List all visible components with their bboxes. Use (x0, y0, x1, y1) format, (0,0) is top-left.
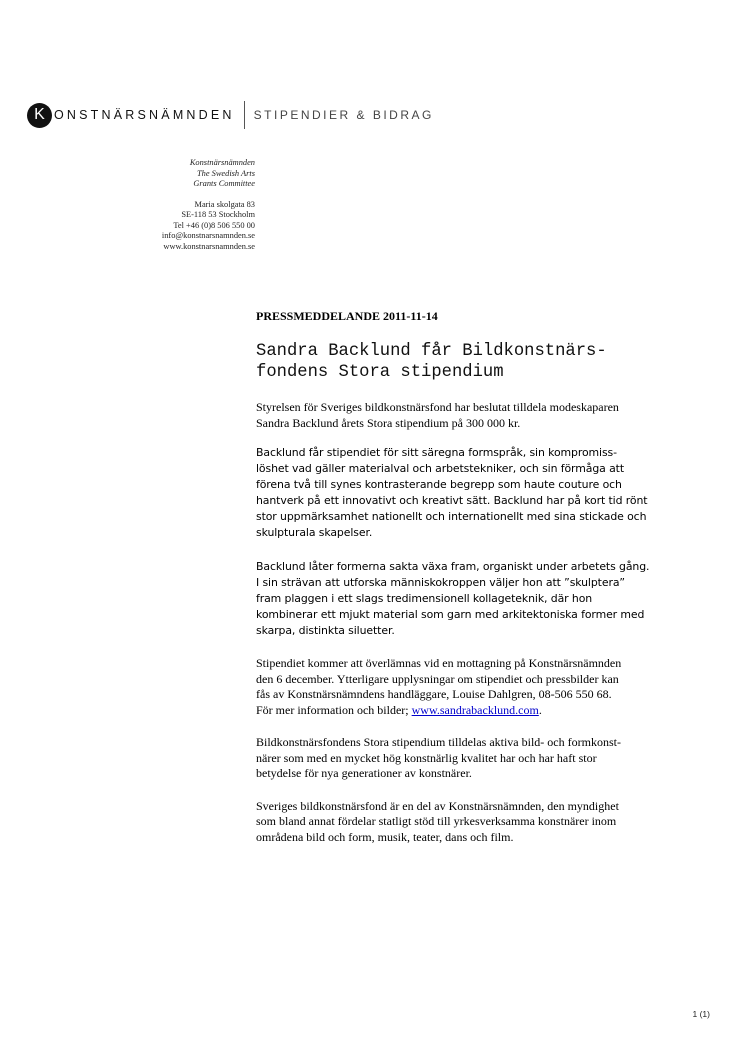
postal: SE-118 53 Stockholm (181, 210, 255, 219)
website: www.konstnarsnamnden.se (163, 241, 255, 251)
org-english-1: The Swedish Arts (196, 168, 255, 178)
release-label: PRESSMEDDELANDE 2011-11-14 (256, 309, 438, 323)
paragraph-5: Bildkonstnärsfondens Stora stipendium tilldelas aktiva bild- och formkonst- närer som med en mycket hög konstnärlig kvalitet har och har haft stor betydelse för nya generationer av konstnärer. (256, 735, 621, 781)
letterhead (27, 102, 434, 128)
email: info@konstnarsnamnden.se (161, 231, 255, 240)
org-swedish: Konstnärsnämnden (189, 158, 255, 167)
paragraph-2: Backlund får stipendiet för sitt säregna formspråk, sin kompromiss- löshet vad gäller materialval och arbetstekniker, och sin förmåga att förena två till synes kontrasterande begrepp som haute couture och hantverk på ett innovativt och kreativt sätt. Backlund har på kort tid rönt stor uppmärksamhet nationellt och internationellt med sina stickade och skulpturala skapelser. (256, 446, 648, 540)
divider (244, 101, 245, 129)
paragraph-6: Sveriges bildkonstnärsfond är en del av Konstnärsnämnden, den myndighet som bland annat fördelar statligt stöd till yrkesverksamma konstnärer inom områdena bild och form, musik, teater, dans och film. (256, 798, 619, 844)
logo-mark (27, 103, 52, 128)
address-block (162, 158, 255, 252)
org-english-2: Grants Committee (193, 179, 255, 188)
release-title (256, 342, 668, 383)
title-line: fondens Stora stipendium (256, 362, 504, 382)
paragraph-3: Backlund låter formerna sakta växa fram, organiskt under arbetets gång. I sin strävan att utforska människokroppen väljer hon att ”skulptera” fram plaggen i ett slags tredimensionell kollageteknik, där hon kombinerar ett mjukt material som garn med arkitektoniska former med skarpa, distinkta siluetter. (256, 559, 650, 637)
tagline: STIPENDIER & BIDRAG (253, 108, 434, 122)
paragraph-4: Stipendiet kommer att överlämnas vid en mottagning på Konstnärsnämnden den 6 december. Ytterligare upplysningar om stipendiet och pressbilder kan fås av Konstnärsnämndens handläggare, Louise Dahlgren, 08-506 550 68. För mer information och bilder; www.sandrabacklund.com. (256, 656, 622, 717)
org-name: ONSTNÄRSNÄMNDEN (54, 108, 235, 122)
phone: Tel +46 (0)8 506 550 00 (173, 220, 255, 230)
paragraph-1: Styrelsen för Sveriges bildkonstnärsfond har beslutat tilldela modeskaparen Sandra Backlund årets Stora stipendium på 300 000 kr. (256, 400, 619, 430)
logo-letter: K (34, 106, 45, 123)
page-number: 1 (1) (692, 1009, 710, 1019)
artist-website-link[interactable]: www.sandrabacklund.com (411, 702, 539, 717)
press-release (256, 309, 668, 845)
title-line: Sandra Backlund får Bildkonstnärs- (256, 342, 607, 361)
street: Maria skolgata 83 (194, 199, 255, 209)
